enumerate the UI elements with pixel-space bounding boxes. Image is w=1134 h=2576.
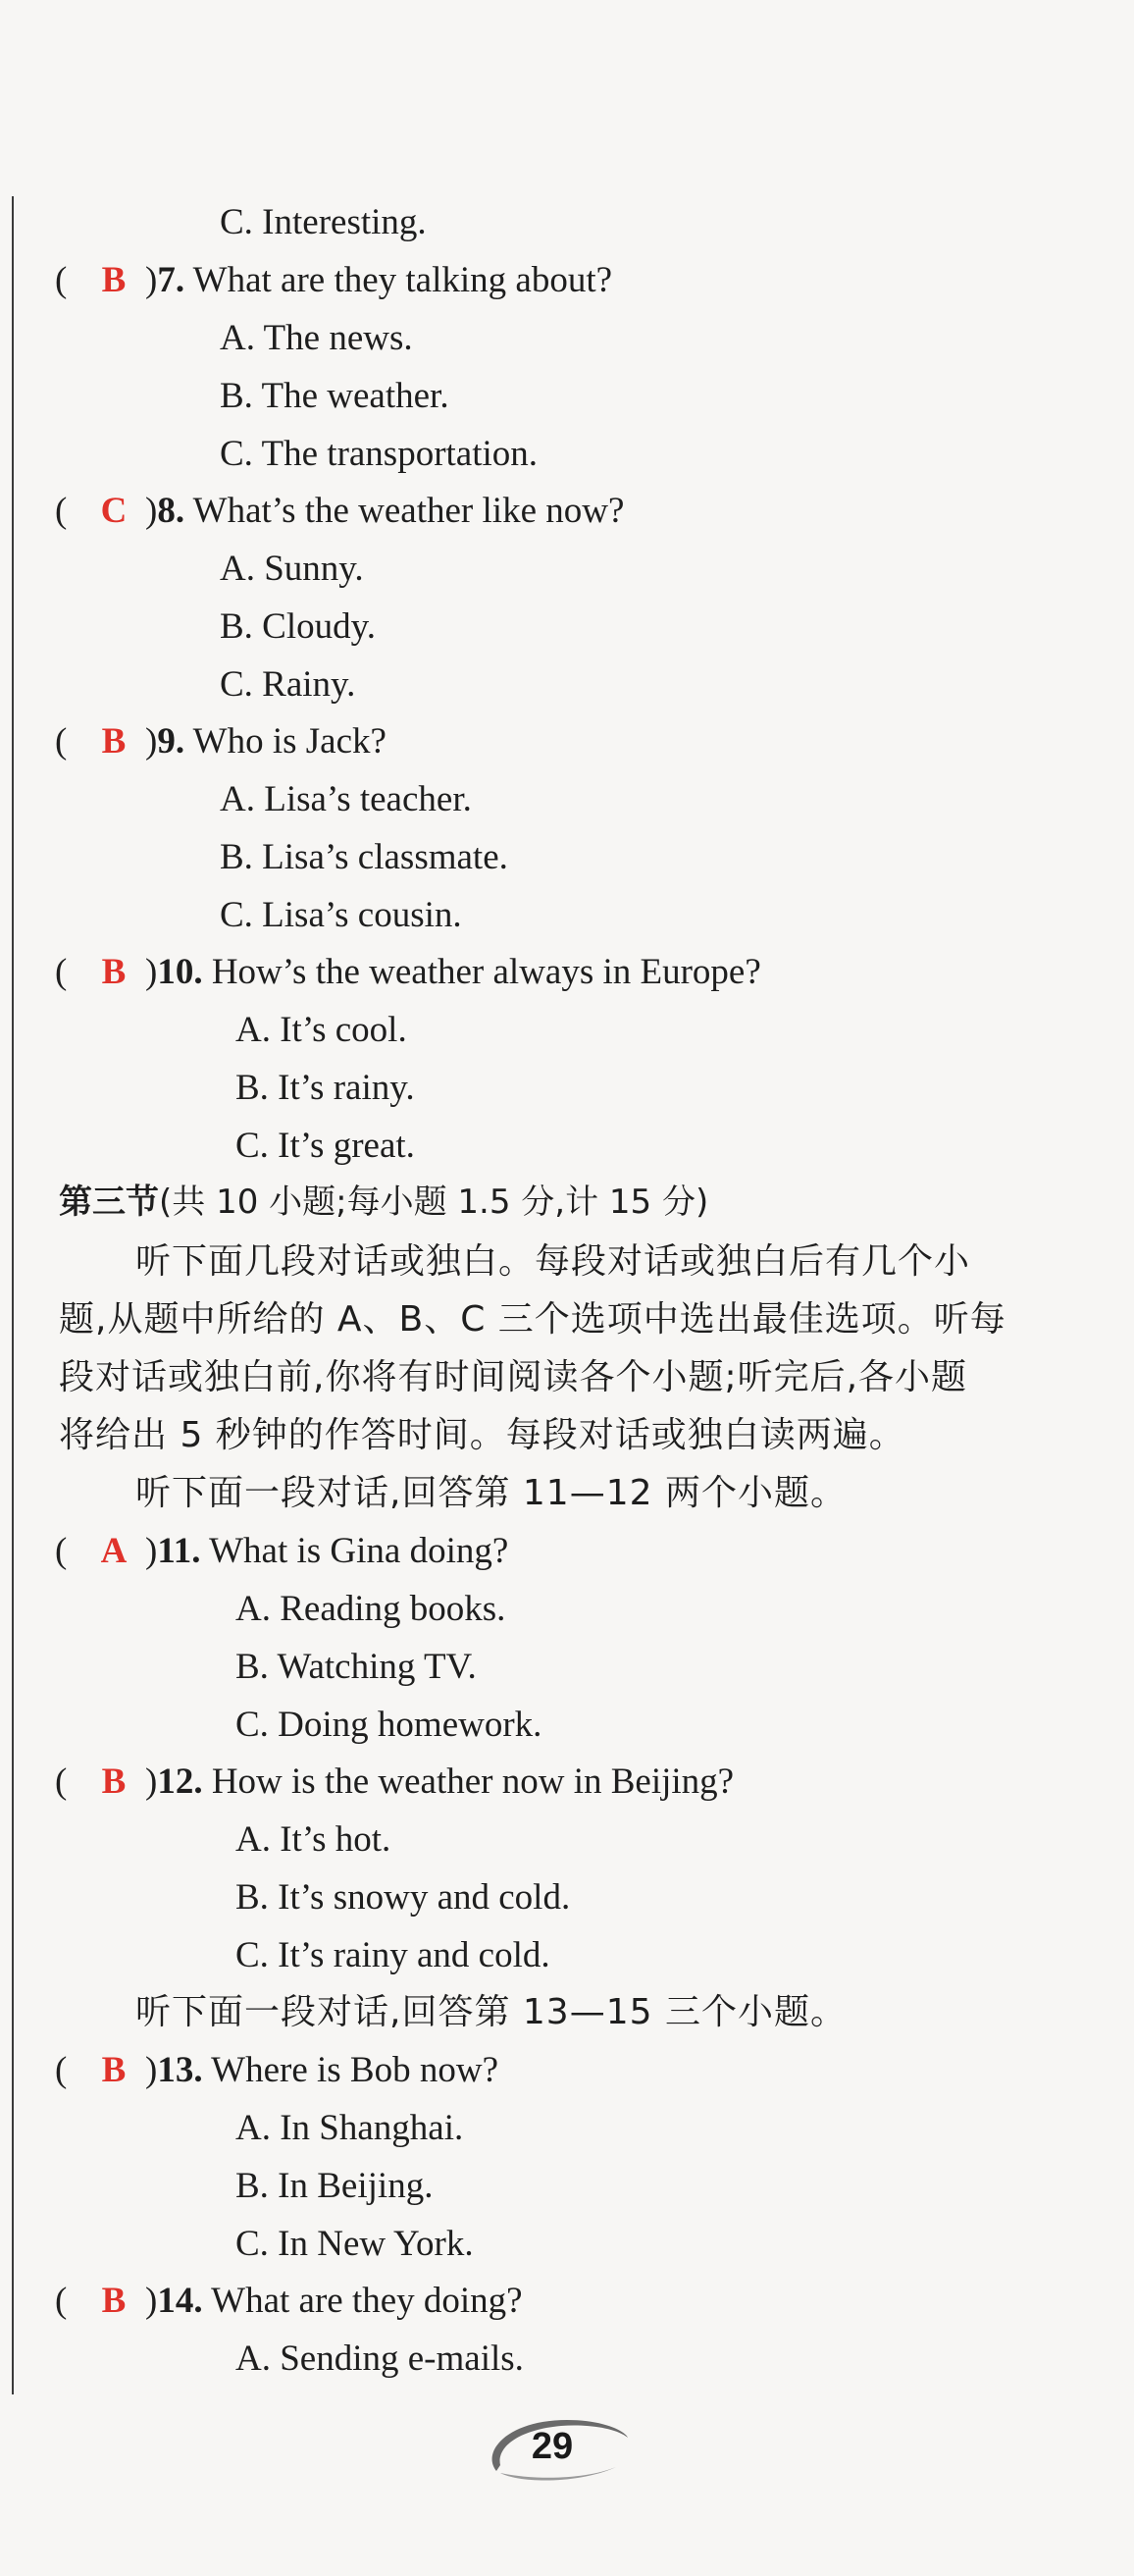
question-text: What are they doing? <box>202 2281 523 2321</box>
question-8 <box>55 493 624 529</box>
question-number: 14. <box>157 2281 203 2321</box>
answer-11: A <box>100 1531 128 1571</box>
question-12 <box>55 1763 734 1800</box>
page-number: 29 <box>531 2426 574 2467</box>
question-number: 13. <box>157 2050 203 2090</box>
page-number-badge <box>479 2412 636 2489</box>
q13-option-b: B. In Beijing. <box>235 2166 434 2206</box>
question-11 <box>55 1533 508 1569</box>
q9-option-a: A. Lisa’s teacher. <box>220 779 472 819</box>
q6-option-c: C. Interesting. <box>220 202 427 242</box>
close-paren: ) <box>145 260 158 300</box>
open-paren: ( <box>55 2281 68 2321</box>
question-text: What’s the weather like now? <box>184 491 625 531</box>
question-number: 10. <box>157 952 203 992</box>
instructions-line-3: 段对话或独白前,你将有时间阅读各个小题;听完后,各小题 <box>59 1357 968 1397</box>
answer-8: C <box>100 491 128 531</box>
answer-12: B <box>101 1761 127 1802</box>
answer-14: B <box>101 2281 127 2321</box>
margin-rule <box>12 196 14 2394</box>
open-paren: ( <box>55 721 68 762</box>
question-13 <box>55 2052 498 2088</box>
q13-option-c: C. In New York. <box>235 2224 474 2264</box>
q13-option-a: A. In Shanghai. <box>235 2108 464 2148</box>
answer-7: B <box>101 260 127 300</box>
question-number: 8. <box>157 491 185 531</box>
instructions-line-1: 听下面几段对话或独白。每段对话或独白后有几个小 <box>135 1241 971 1282</box>
answer-9: B <box>101 721 127 762</box>
question-number: 7. <box>157 260 185 300</box>
answer-13: B <box>101 2050 127 2090</box>
question-7 <box>55 262 612 298</box>
open-paren: ( <box>55 491 68 531</box>
q10-option-a: A. It’s cool. <box>235 1010 407 1050</box>
question-text: How is the weather now in Beijing? <box>202 1761 735 1802</box>
q14-option-a: A. Sending e-mails. <box>235 2339 524 2379</box>
q10-option-c: C. It’s great. <box>235 1126 415 1166</box>
open-paren: ( <box>55 952 68 992</box>
q12-option-b: B. It’s snowy and cold. <box>235 1877 571 1918</box>
close-paren: ) <box>145 2050 158 2090</box>
q7-option-c: C. The transportation. <box>220 434 539 474</box>
listening-instruction-13-15: 听下面一段对话,回答第 13—15 三个小题。 <box>135 1992 847 2032</box>
question-text: Where is Bob now? <box>202 2050 498 2090</box>
q11-option-c: C. Doing homework. <box>235 1705 542 1745</box>
question-text: Who is Jack? <box>184 721 387 762</box>
q8-option-b: B. Cloudy. <box>220 606 376 647</box>
question-text: What is Gina doing? <box>200 1531 509 1571</box>
close-paren: ) <box>145 1761 158 1802</box>
question-text: How’s the weather always in Europe? <box>202 952 761 992</box>
question-number: 11. <box>157 1531 201 1571</box>
q12-option-c: C. It’s rainy and cold. <box>235 1935 550 1975</box>
question-10 <box>55 954 761 990</box>
q10-option-b: B. It’s rainy. <box>235 1068 415 1108</box>
section-title: 第三节 <box>59 1183 159 1222</box>
close-paren: ) <box>145 2281 158 2321</box>
close-paren: ) <box>145 952 158 992</box>
question-14 <box>55 2283 523 2319</box>
question-9 <box>55 723 387 760</box>
section-scoring-note: (共 10 小题;每小题 1.5 分,计 15 分) <box>159 1183 709 1222</box>
question-number: 9. <box>157 721 185 762</box>
instructions-line-4: 将给出 5 秒钟的作答时间。每段对话或独白读两遍。 <box>59 1415 905 1455</box>
q12-option-a: A. It’s hot. <box>235 1819 391 1860</box>
q9-option-c: C. Lisa’s cousin. <box>220 895 462 935</box>
q8-option-a: A. Sunny. <box>220 549 364 589</box>
instructions-line-2: 题,从题中所给的 A、B、C 三个选项中选出最佳选项。听每 <box>59 1299 1006 1340</box>
q11-option-b: B. Watching TV. <box>235 1647 477 1687</box>
q9-option-b: B. Lisa’s classmate. <box>220 837 508 877</box>
close-paren: ) <box>145 491 158 531</box>
answer-10: B <box>101 952 127 992</box>
open-paren: ( <box>55 1761 68 1802</box>
q8-option-c: C. Rainy. <box>220 664 356 705</box>
q7-option-b: B. The weather. <box>220 376 449 416</box>
close-paren: ) <box>145 1531 158 1571</box>
listening-instruction-11-12: 听下面一段对话,回答第 11—12 两个小题。 <box>135 1473 847 1513</box>
q7-option-a: A. The news. <box>220 318 413 358</box>
close-paren: ) <box>145 721 158 762</box>
question-number: 12. <box>157 1761 203 1802</box>
q11-option-a: A. Reading books. <box>235 1589 506 1629</box>
question-text: What are they talking about? <box>184 260 613 300</box>
open-paren: ( <box>55 1531 68 1571</box>
section-heading <box>59 1183 709 1222</box>
open-paren: ( <box>55 2050 68 2090</box>
open-paren: ( <box>55 260 68 300</box>
